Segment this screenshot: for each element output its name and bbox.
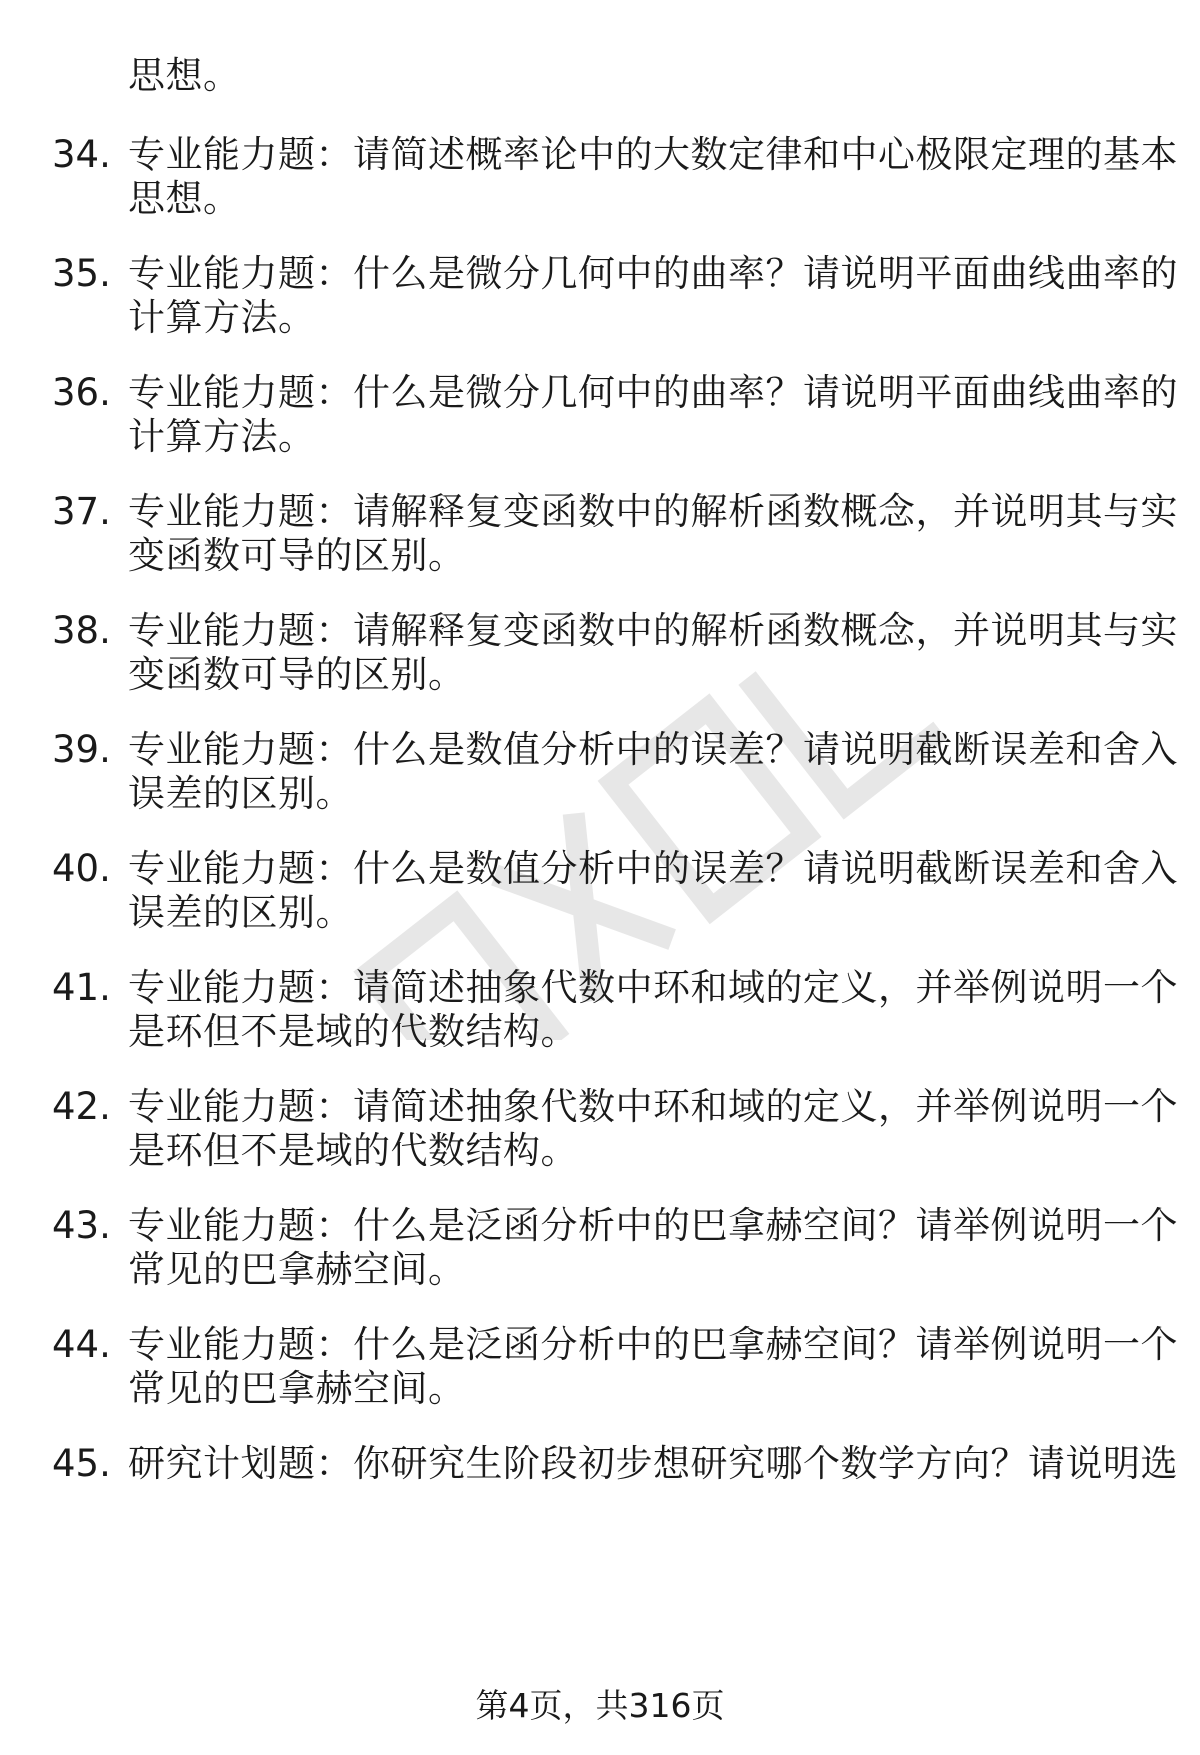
item-line: 变函数可导的区别。 bbox=[128, 534, 466, 577]
item-line: 变函数可导的区别。 bbox=[128, 653, 466, 696]
item-line: 误差的区别。 bbox=[128, 891, 353, 934]
item-number: 35. bbox=[52, 252, 111, 295]
item-line: 专业能力题：什么是微分几何中的曲率？请说明平面曲线曲率的 bbox=[128, 371, 1178, 414]
item-line: 常见的巴拿赫空间。 bbox=[128, 1248, 466, 1291]
item-line: 专业能力题：什么是泛函分析中的巴拿赫空间？请举例说明一个 bbox=[128, 1323, 1178, 1366]
item-line: 是环但不是域的代数结构。 bbox=[128, 1010, 578, 1053]
item-number: 41. bbox=[52, 966, 111, 1009]
item-line: 计算方法。 bbox=[128, 415, 316, 458]
item-line: 计算方法。 bbox=[128, 296, 316, 339]
item-number: 34. bbox=[52, 133, 111, 176]
item-number: 45. bbox=[52, 1442, 111, 1485]
item-number: 43. bbox=[52, 1204, 111, 1247]
item-line: 专业能力题：请解释复变函数中的解析函数概念，并说明其与实 bbox=[128, 490, 1178, 533]
item-number: 38. bbox=[52, 609, 111, 652]
item-line: 是环但不是域的代数结构。 bbox=[128, 1129, 578, 1172]
item-line: 专业能力题：什么是微分几何中的曲率？请说明平面曲线曲率的 bbox=[128, 252, 1178, 295]
item-line: 专业能力题：什么是泛函分析中的巴拿赫空间？请举例说明一个 bbox=[128, 1204, 1178, 1247]
item-line: 专业能力题：请简述抽象代数中环和域的定义，并举例说明一个 bbox=[128, 966, 1178, 1009]
item-line: 专业能力题：什么是数值分析中的误差？请说明截断误差和舍入 bbox=[128, 847, 1178, 890]
item-number: 37. bbox=[52, 490, 111, 533]
item-number: 44. bbox=[52, 1323, 111, 1366]
item-line: 思想。 bbox=[128, 54, 241, 97]
item-number: 36. bbox=[52, 371, 111, 414]
page-footer: 第4页，共316页 bbox=[475, 1686, 725, 1725]
item-line: 专业能力题：请解释复变函数中的解析函数概念，并说明其与实 bbox=[128, 609, 1178, 652]
item-line: 思想。 bbox=[128, 177, 241, 220]
item-line: 专业能力题：请简述抽象代数中环和域的定义，并举例说明一个 bbox=[128, 1085, 1178, 1128]
item-number: 40. bbox=[52, 847, 111, 890]
item-line: 研究计划题：你研究生阶段初步想研究哪个数学方向？请说明选 bbox=[128, 1442, 1178, 1485]
item-number: 39. bbox=[52, 728, 111, 771]
item-line: 专业能力题：请简述概率论中的大数定律和中心极限定理的基本 bbox=[128, 133, 1178, 176]
item-line: 专业能力题：什么是数值分析中的误差？请说明截断误差和舍入 bbox=[128, 728, 1178, 771]
item-line: 常见的巴拿赫空间。 bbox=[128, 1367, 466, 1410]
item-number: 42. bbox=[52, 1085, 111, 1128]
item-line: 误差的区别。 bbox=[128, 772, 353, 815]
